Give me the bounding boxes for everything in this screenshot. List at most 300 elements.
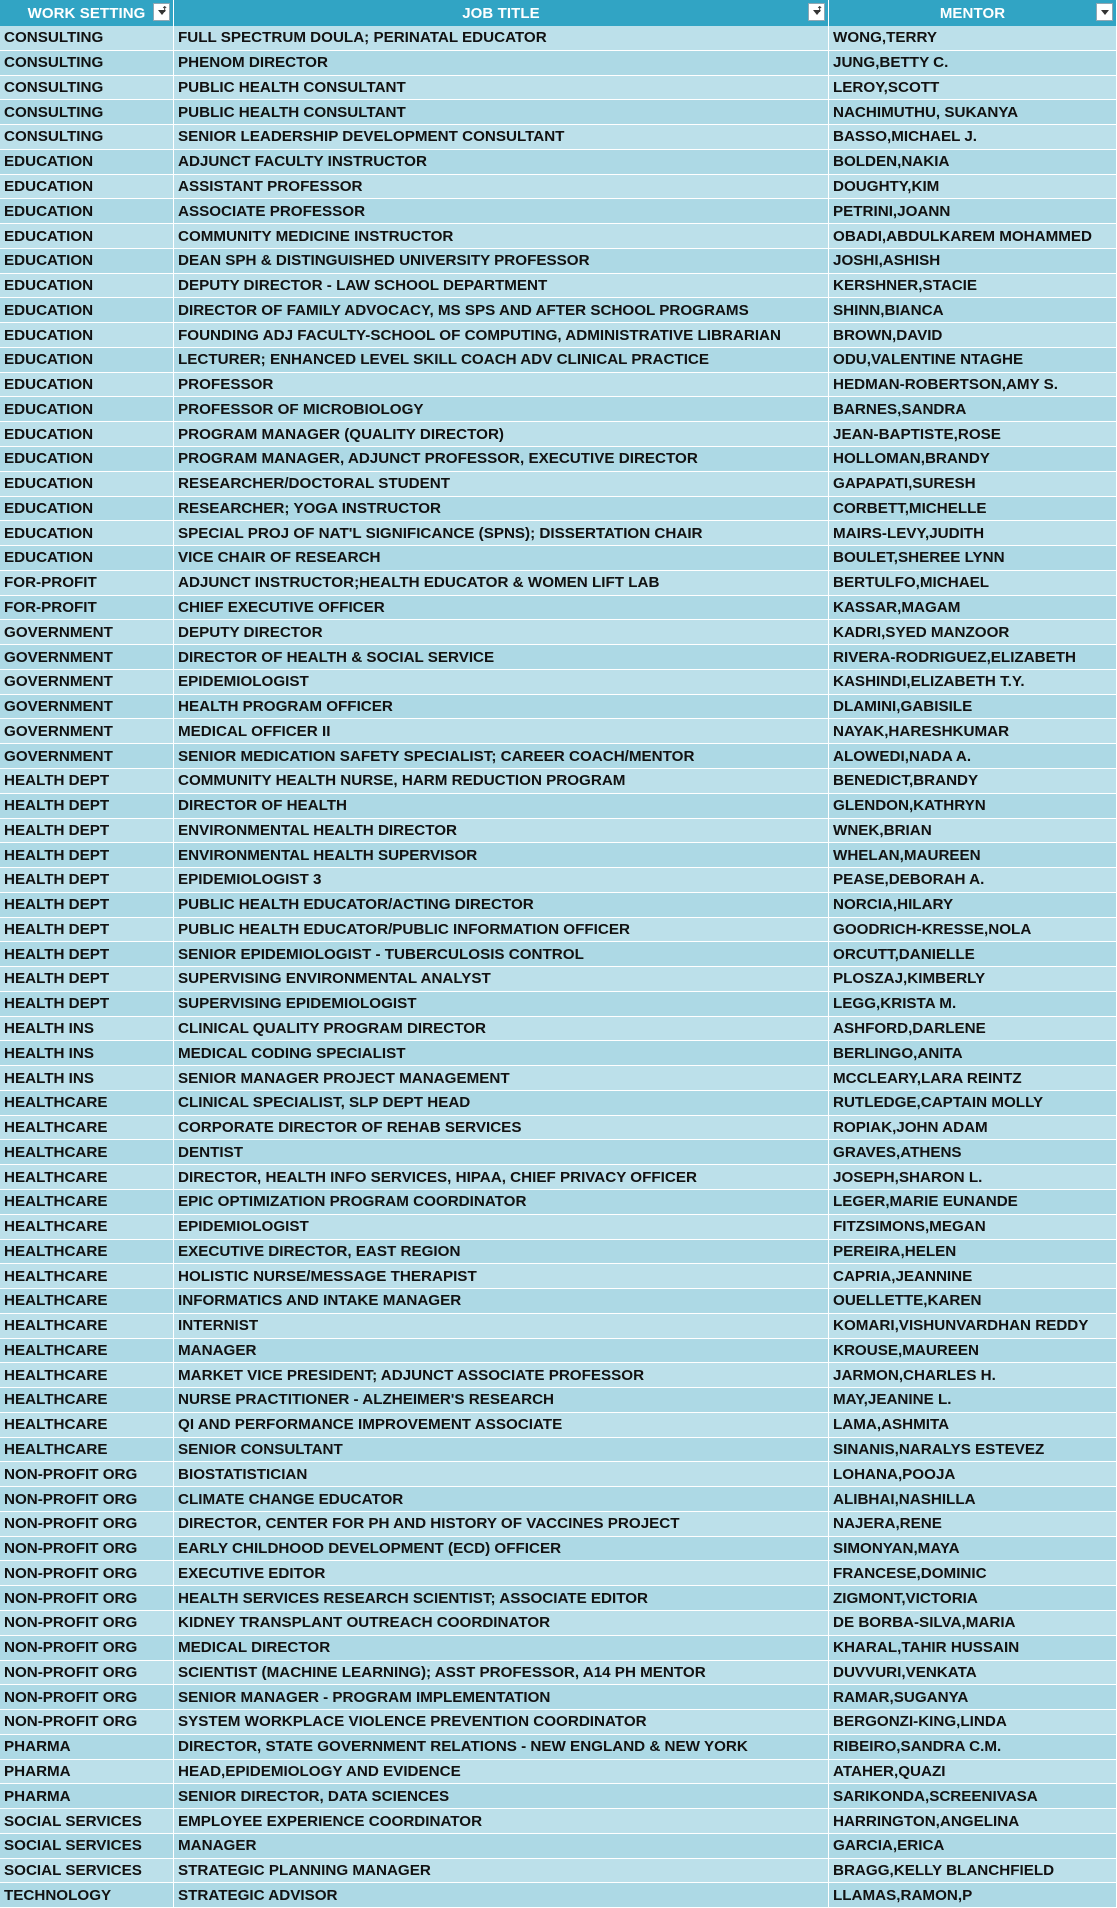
work-setting-cell[interactable]: CONSULTING <box>0 100 174 124</box>
mentor-cell[interactable]: OUELLETTE,KAREN <box>829 1289 1117 1313</box>
mentor-cell[interactable]: ASHFORD,DARLENE <box>829 1017 1117 1041</box>
job-title-cell[interactable]: RESEARCHER; YOGA INSTRUCTOR <box>174 497 829 521</box>
mentor-cell[interactable]: JOSEPH,SHARON L. <box>829 1165 1117 1189</box>
job-title-cell[interactable]: ADJUNCT INSTRUCTOR;HEALTH EDUCATOR & WOMEN LIFT LAB <box>174 571 829 595</box>
mentor-cell[interactable]: HARRINGTON,ANGELINA <box>829 1809 1117 1833</box>
mentor-cell[interactable]: KOMARI,VISHUNVARDHAN REDDY <box>829 1314 1117 1338</box>
job-title-cell[interactable]: PHENOM DIRECTOR <box>174 51 829 75</box>
mentor-cell[interactable]: KROUSE,MAUREEN <box>829 1339 1117 1363</box>
mentor-cell[interactable]: BOLDEN,NAKIA <box>829 150 1117 174</box>
work-setting-cell[interactable]: HEALTHCARE <box>0 1363 174 1387</box>
table-row[interactable] <box>0 1363 1117 1388</box>
mentor-cell[interactable]: CORBETT,MICHELLE <box>829 497 1117 521</box>
work-setting-cell[interactable]: GOVERNMENT <box>0 645 174 669</box>
work-setting-cell[interactable]: GOVERNMENT <box>0 719 174 743</box>
table-row[interactable] <box>0 298 1117 323</box>
table-row[interactable] <box>0 1537 1117 1562</box>
work-setting-cell[interactable]: PHARMA <box>0 1735 174 1759</box>
job-title-cell[interactable]: SENIOR MANAGER - PROGRAM IMPLEMENTATION <box>174 1685 829 1709</box>
mentor-cell[interactable]: KASSAR,MAGAM <box>829 596 1117 620</box>
table-row[interactable] <box>0 719 1117 744</box>
table-row[interactable] <box>0 175 1117 200</box>
work-setting-cell[interactable]: HEALTHCARE <box>0 1165 174 1189</box>
table-row[interactable] <box>0 967 1117 992</box>
job-title-cell[interactable]: LECTURER; ENHANCED LEVEL SKILL COACH ADV CLINICAL PRACTICE <box>174 348 829 372</box>
table-row[interactable] <box>0 1438 1117 1463</box>
work-setting-cell[interactable]: NON-PROFIT ORG <box>0 1462 174 1486</box>
work-setting-cell[interactable]: EDUCATION <box>0 397 174 421</box>
mentor-cell[interactable]: BOULET,SHEREE LYNN <box>829 546 1117 570</box>
job-title-cell[interactable]: SUPERVISING EPIDEMIOLOGIST <box>174 992 829 1016</box>
job-title-cell[interactable]: DENTIST <box>174 1140 829 1164</box>
mentor-cell[interactable]: GAPAPATI,SURESH <box>829 472 1117 496</box>
table-row[interactable] <box>0 1066 1117 1091</box>
table-row[interactable] <box>0 1190 1117 1215</box>
work-setting-cell[interactable]: EDUCATION <box>0 373 174 397</box>
table-row[interactable] <box>0 1561 1117 1586</box>
work-setting-cell[interactable]: TECHNOLOGY <box>0 1883 174 1907</box>
mentor-cell[interactable]: FRANCESE,DOMINIC <box>829 1561 1117 1585</box>
job-title-cell[interactable]: SCIENTIST (MACHINE LEARNING); ASST PROFESSOR, A14 PH MENTOR <box>174 1661 829 1685</box>
work-setting-cell[interactable]: EDUCATION <box>0 447 174 471</box>
table-row[interactable] <box>0 1586 1117 1611</box>
work-setting-cell[interactable]: EDUCATION <box>0 249 174 273</box>
work-setting-cell[interactable]: NON-PROFIT ORG <box>0 1586 174 1610</box>
work-setting-cell[interactable]: SOCIAL SERVICES <box>0 1834 174 1858</box>
job-title-cell[interactable]: MEDICAL CODING SPECIALIST <box>174 1041 829 1065</box>
work-setting-cell[interactable]: HEALTHCARE <box>0 1314 174 1338</box>
work-setting-cell[interactable]: NON-PROFIT ORG <box>0 1537 174 1561</box>
job-title-cell[interactable]: HEAD,EPIDEMIOLOGY AND EVIDENCE <box>174 1760 829 1784</box>
mentor-cell[interactable]: KADRI,SYED MANZOOR <box>829 620 1117 644</box>
job-title-cell[interactable]: CLINICAL QUALITY PROGRAM DIRECTOR <box>174 1017 829 1041</box>
table-row[interactable] <box>0 447 1117 472</box>
work-setting-cell[interactable]: HEALTHCARE <box>0 1289 174 1313</box>
job-title-cell[interactable]: EPIDEMIOLOGIST <box>174 1215 829 1239</box>
work-setting-cell[interactable]: NON-PROFIT ORG <box>0 1487 174 1511</box>
job-title-cell[interactable]: SENIOR MEDICATION SAFETY SPECIALIST; CAREER COACH/MENTOR <box>174 744 829 768</box>
table-row[interactable] <box>0 1859 1117 1884</box>
mentor-cell[interactable]: JEAN-BAPTISTE,ROSE <box>829 422 1117 446</box>
mentor-cell[interactable]: ATAHER,QUAZI <box>829 1760 1117 1784</box>
mentor-cell[interactable]: ALOWEDI,NADA A. <box>829 744 1117 768</box>
mentor-cell[interactable]: SIMONYAN,MAYA <box>829 1537 1117 1561</box>
job-title-cell[interactable]: EPIC OPTIMIZATION PROGRAM COORDINATOR <box>174 1190 829 1214</box>
job-title-cell[interactable]: DIRECTOR, CENTER FOR PH AND HISTORY OF VACCINES PROJECT <box>174 1512 829 1536</box>
table-row[interactable] <box>0 1487 1117 1512</box>
mentor-cell[interactable]: HEDMAN-ROBERTSON,AMY S. <box>829 373 1117 397</box>
job-title-cell[interactable]: SENIOR MANAGER PROJECT MANAGEMENT <box>174 1066 829 1090</box>
work-setting-cell[interactable]: NON-PROFIT ORG <box>0 1512 174 1536</box>
work-setting-cell[interactable]: HEALTH INS <box>0 1066 174 1090</box>
table-row[interactable] <box>0 1264 1117 1289</box>
job-title-cell[interactable]: STRATEGIC ADVISOR <box>174 1883 829 1907</box>
mentor-cell[interactable]: WNEK,BRIAN <box>829 819 1117 843</box>
work-setting-cell[interactable]: HEALTHCARE <box>0 1140 174 1164</box>
job-title-cell[interactable]: EXECUTIVE EDITOR <box>174 1561 829 1585</box>
mentor-cell[interactable]: WONG,TERRY <box>829 26 1117 50</box>
job-title-cell[interactable]: COMMUNITY HEALTH NURSE, HARM REDUCTION PROGRAM <box>174 769 829 793</box>
mentor-cell[interactable]: GOODRICH-KRESSE,NOLA <box>829 918 1117 942</box>
job-title-cell[interactable]: PROFESSOR OF MICROBIOLOGY <box>174 397 829 421</box>
table-row[interactable] <box>0 769 1117 794</box>
mentor-cell[interactable]: GRAVES,ATHENS <box>829 1140 1117 1164</box>
mentor-cell[interactable]: DUVVURI,VENKATA <box>829 1661 1117 1685</box>
mentor-cell[interactable]: JOSHI,ASHISH <box>829 249 1117 273</box>
mentor-cell[interactable]: WHELAN,MAUREEN <box>829 843 1117 867</box>
work-setting-cell[interactable]: HEALTHCARE <box>0 1240 174 1264</box>
filter-dropdown-icon[interactable] <box>1096 3 1113 21</box>
column-header-work-setting[interactable] <box>0 0 174 26</box>
work-setting-cell[interactable]: HEALTHCARE <box>0 1190 174 1214</box>
job-title-cell[interactable]: COMMUNITY MEDICINE INSTRUCTOR <box>174 224 829 248</box>
mentor-cell[interactable]: MAIRS-LEVY,JUDITH <box>829 521 1117 545</box>
mentor-cell[interactable]: SHINN,BIANCA <box>829 298 1117 322</box>
table-row[interactable] <box>0 942 1117 967</box>
mentor-cell[interactable]: BENEDICT,BRANDY <box>829 769 1117 793</box>
job-title-cell[interactable]: ADJUNCT FACULTY INSTRUCTOR <box>174 150 829 174</box>
work-setting-cell[interactable]: CONSULTING <box>0 26 174 50</box>
mentor-cell[interactable]: DE BORBA-SILVA,MARIA <box>829 1611 1117 1635</box>
job-title-cell[interactable]: NURSE PRACTITIONER - ALZHEIMER'S RESEARCH <box>174 1388 829 1412</box>
table-row[interactable] <box>0 1784 1117 1809</box>
work-setting-cell[interactable]: EDUCATION <box>0 199 174 223</box>
mentor-cell[interactable]: BERTULFO,MICHAEL <box>829 571 1117 595</box>
job-title-cell[interactable]: FOUNDING ADJ FACULTY-SCHOOL OF COMPUTING, ADMINISTRATIVE LIBRARIAN <box>174 323 829 347</box>
work-setting-cell[interactable]: NON-PROFIT ORG <box>0 1685 174 1709</box>
table-row[interactable] <box>0 620 1117 645</box>
table-row[interactable] <box>0 1760 1117 1785</box>
mentor-cell[interactable]: RIVERA-RODRIGUEZ,ELIZABETH <box>829 645 1117 669</box>
mentor-cell[interactable]: JUNG,BETTY C. <box>829 51 1117 75</box>
job-title-cell[interactable]: ENVIRONMENTAL HEALTH DIRECTOR <box>174 819 829 843</box>
table-row[interactable] <box>0 1314 1117 1339</box>
job-title-cell[interactable]: DIRECTOR OF HEALTH & SOCIAL SERVICE <box>174 645 829 669</box>
mentor-cell[interactable]: SARIKONDA,SCREENIVASA <box>829 1784 1117 1808</box>
work-setting-cell[interactable]: NON-PROFIT ORG <box>0 1561 174 1585</box>
work-setting-cell[interactable]: EDUCATION <box>0 422 174 446</box>
mentor-cell[interactable]: NORCIA,HILARY <box>829 893 1117 917</box>
table-row[interactable] <box>0 373 1117 398</box>
job-title-cell[interactable]: SENIOR DIRECTOR, DATA SCIENCES <box>174 1784 829 1808</box>
table-row[interactable] <box>0 1041 1117 1066</box>
table-row[interactable] <box>0 1017 1117 1042</box>
job-title-cell[interactable]: KIDNEY TRANSPLANT OUTREACH COORDINATOR <box>174 1611 829 1635</box>
work-setting-cell[interactable]: HEALTH INS <box>0 1017 174 1041</box>
job-title-cell[interactable]: VICE CHAIR OF RESEARCH <box>174 546 829 570</box>
work-setting-cell[interactable]: PHARMA <box>0 1760 174 1784</box>
table-row[interactable] <box>0 422 1117 447</box>
mentor-cell[interactable]: KERSHNER,STACIE <box>829 274 1117 298</box>
table-row[interactable] <box>0 596 1117 621</box>
table-row[interactable] <box>0 1215 1117 1240</box>
table-row[interactable] <box>0 1289 1117 1314</box>
job-title-cell[interactable]: HEALTH SERVICES RESEARCH SCIENTIST; ASSOCIATE EDITOR <box>174 1586 829 1610</box>
table-row[interactable] <box>0 918 1117 943</box>
work-setting-cell[interactable]: HEALTHCARE <box>0 1091 174 1115</box>
table-row[interactable] <box>0 472 1117 497</box>
mentor-cell[interactable]: HOLLOMAN,BRANDY <box>829 447 1117 471</box>
mentor-cell[interactable]: BROWN,DAVID <box>829 323 1117 347</box>
job-title-cell[interactable]: SENIOR EPIDEMIOLOGIST - TUBERCULOSIS CONTROL <box>174 942 829 966</box>
mentor-cell[interactable]: BASSO,MICHAEL J. <box>829 125 1117 149</box>
table-row[interactable] <box>0 1710 1117 1735</box>
work-setting-cell[interactable]: GOVERNMENT <box>0 670 174 694</box>
work-setting-cell[interactable]: HEALTH DEPT <box>0 819 174 843</box>
table-row[interactable] <box>0 1462 1117 1487</box>
work-setting-cell[interactable]: HEALTHCARE <box>0 1264 174 1288</box>
mentor-cell[interactable]: PEREIRA,HELEN <box>829 1240 1117 1264</box>
table-row[interactable] <box>0 670 1117 695</box>
work-setting-cell[interactable]: GOVERNMENT <box>0 744 174 768</box>
table-row[interactable] <box>0 497 1117 522</box>
column-header-mentor[interactable] <box>829 0 1117 26</box>
table-row[interactable] <box>0 695 1117 720</box>
table-row[interactable] <box>0 348 1117 373</box>
mentor-cell[interactable]: ALIBHAI,NASHILLA <box>829 1487 1117 1511</box>
mentor-cell[interactable]: ZIGMONT,VICTORIA <box>829 1586 1117 1610</box>
mentor-cell[interactable]: BRAGG,KELLY BLANCHFIELD <box>829 1859 1117 1883</box>
job-title-cell[interactable]: ENVIRONMENTAL HEALTH SUPERVISOR <box>174 843 829 867</box>
job-title-cell[interactable]: EPIDEMIOLOGIST 3 <box>174 868 829 892</box>
work-setting-cell[interactable]: EDUCATION <box>0 150 174 174</box>
mentor-cell[interactable]: MAY,JEANINE L. <box>829 1388 1117 1412</box>
job-title-cell[interactable]: HEALTH PROGRAM OFFICER <box>174 695 829 719</box>
mentor-cell[interactable]: NAJERA,RENE <box>829 1512 1117 1536</box>
mentor-cell[interactable]: CAPRIA,JEANNINE <box>829 1264 1117 1288</box>
table-row[interactable] <box>0 76 1117 101</box>
table-row[interactable] <box>0 794 1117 819</box>
filter-dropdown-icon[interactable] <box>808 3 825 21</box>
job-title-cell[interactable]: MEDICAL OFFICER II <box>174 719 829 743</box>
work-setting-cell[interactable]: HEALTH DEPT <box>0 893 174 917</box>
job-title-cell[interactable]: ASSISTANT PROFESSOR <box>174 175 829 199</box>
work-setting-cell[interactable]: HEALTH DEPT <box>0 843 174 867</box>
table-row[interactable] <box>0 1661 1117 1686</box>
mentor-cell[interactable]: GLENDON,KATHRYN <box>829 794 1117 818</box>
work-setting-cell[interactable]: HEALTHCARE <box>0 1438 174 1462</box>
work-setting-cell[interactable]: GOVERNMENT <box>0 620 174 644</box>
mentor-cell[interactable]: LOHANA,POOJA <box>829 1462 1117 1486</box>
job-title-cell[interactable]: QI AND PERFORMANCE IMPROVEMENT ASSOCIATE <box>174 1413 829 1437</box>
work-setting-cell[interactable]: NON-PROFIT ORG <box>0 1710 174 1734</box>
table-row[interactable] <box>0 1413 1117 1438</box>
job-title-cell[interactable]: MANAGER <box>174 1834 829 1858</box>
table-row[interactable] <box>0 1611 1117 1636</box>
work-setting-cell[interactable]: EDUCATION <box>0 274 174 298</box>
job-title-cell[interactable]: RESEARCHER/DOCTORAL STUDENT <box>174 472 829 496</box>
table-row[interactable] <box>0 150 1117 175</box>
work-setting-cell[interactable]: NON-PROFIT ORG <box>0 1611 174 1635</box>
mentor-cell[interactable]: ROPIAK,JOHN ADAM <box>829 1116 1117 1140</box>
job-title-cell[interactable]: SENIOR CONSULTANT <box>174 1438 829 1462</box>
mentor-cell[interactable]: SINANIS,NARALYS ESTEVEZ <box>829 1438 1117 1462</box>
table-row[interactable] <box>0 51 1117 76</box>
table-row[interactable] <box>0 1636 1117 1661</box>
job-title-cell[interactable]: PUBLIC HEALTH EDUCATOR/PUBLIC INFORMATION OFFICER <box>174 918 829 942</box>
job-title-cell[interactable]: PROGRAM MANAGER, ADJUNCT PROFESSOR, EXECUTIVE DIRECTOR <box>174 447 829 471</box>
mentor-cell[interactable]: RAMAR,SUGANYA <box>829 1685 1117 1709</box>
table-row[interactable] <box>0 521 1117 546</box>
mentor-cell[interactable]: ODU,VALENTINE NTAGHE <box>829 348 1117 372</box>
job-title-cell[interactable]: CHIEF EXECUTIVE OFFICER <box>174 596 829 620</box>
work-setting-cell[interactable]: HEALTH DEPT <box>0 918 174 942</box>
work-setting-cell[interactable]: FOR-PROFIT <box>0 596 174 620</box>
job-title-cell[interactable]: DEAN SPH & DISTINGUISHED UNIVERSITY PROFESSOR <box>174 249 829 273</box>
table-row[interactable] <box>0 224 1117 249</box>
table-row[interactable] <box>0 125 1117 150</box>
job-title-cell[interactable]: ASSOCIATE PROFESSOR <box>174 199 829 223</box>
mentor-cell[interactable]: PETRINI,JOANN <box>829 199 1117 223</box>
table-row[interactable] <box>0 249 1117 274</box>
table-row[interactable] <box>0 843 1117 868</box>
job-title-cell[interactable]: MARKET VICE PRESIDENT; ADJUNCT ASSOCIATE PROFESSOR <box>174 1363 829 1387</box>
work-setting-cell[interactable]: EDUCATION <box>0 472 174 496</box>
job-title-cell[interactable]: DIRECTOR OF HEALTH <box>174 794 829 818</box>
job-title-cell[interactable]: PUBLIC HEALTH CONSULTANT <box>174 100 829 124</box>
job-title-cell[interactable]: FULL SPECTRUM DOULA; PERINATAL EDUCATOR <box>174 26 829 50</box>
work-setting-cell[interactable]: EDUCATION <box>0 546 174 570</box>
work-setting-cell[interactable]: HEALTHCARE <box>0 1388 174 1412</box>
table-row[interactable] <box>0 1735 1117 1760</box>
table-row[interactable] <box>0 1512 1117 1537</box>
mentor-cell[interactable]: NAYAK,HARESHKUMAR <box>829 719 1117 743</box>
table-row[interactable] <box>0 819 1117 844</box>
job-title-cell[interactable]: EPIDEMIOLOGIST <box>174 670 829 694</box>
work-setting-cell[interactable]: PHARMA <box>0 1784 174 1808</box>
mentor-cell[interactable]: FITZSIMONS,MEGAN <box>829 1215 1117 1239</box>
mentor-cell[interactable]: DLAMINI,GABISILE <box>829 695 1117 719</box>
job-title-cell[interactable]: SUPERVISING ENVIRONMENTAL ANALYST <box>174 967 829 991</box>
work-setting-cell[interactable]: HEALTHCARE <box>0 1116 174 1140</box>
job-title-cell[interactable]: PUBLIC HEALTH EDUCATOR/ACTING DIRECTOR <box>174 893 829 917</box>
filter-dropdown-icon[interactable] <box>153 3 170 21</box>
work-setting-cell[interactable]: EDUCATION <box>0 521 174 545</box>
mentor-cell[interactable]: PEASE,DEBORAH A. <box>829 868 1117 892</box>
mentor-cell[interactable]: KASHINDI,ELIZABETH T.Y. <box>829 670 1117 694</box>
column-header-job-title[interactable] <box>174 0 829 26</box>
work-setting-cell[interactable]: SOCIAL SERVICES <box>0 1809 174 1833</box>
table-row[interactable] <box>0 100 1117 125</box>
table-row[interactable] <box>0 893 1117 918</box>
mentor-cell[interactable]: LLAMAS,RAMON,P <box>829 1883 1117 1907</box>
work-setting-cell[interactable]: GOVERNMENT <box>0 695 174 719</box>
mentor-cell[interactable]: RIBEIRO,SANDRA C.M. <box>829 1735 1117 1759</box>
work-setting-cell[interactable]: CONSULTING <box>0 51 174 75</box>
work-setting-cell[interactable]: EDUCATION <box>0 175 174 199</box>
table-row[interactable] <box>0 1339 1117 1364</box>
mentor-cell[interactable]: LEGER,MARIE EUNANDE <box>829 1190 1117 1214</box>
table-row[interactable] <box>0 323 1117 348</box>
work-setting-cell[interactable]: CONSULTING <box>0 125 174 149</box>
work-setting-cell[interactable]: EDUCATION <box>0 348 174 372</box>
work-setting-cell[interactable]: HEALTH DEPT <box>0 794 174 818</box>
job-title-cell[interactable]: MEDICAL DIRECTOR <box>174 1636 829 1660</box>
job-title-cell[interactable]: MANAGER <box>174 1339 829 1363</box>
table-row[interactable] <box>0 744 1117 769</box>
table-row[interactable] <box>0 1809 1117 1834</box>
job-title-cell[interactable]: DIRECTOR OF FAMILY ADVOCACY, MS SPS AND AFTER SCHOOL PROGRAMS <box>174 298 829 322</box>
work-setting-cell[interactable]: CONSULTING <box>0 76 174 100</box>
mentor-cell[interactable]: JARMON,CHARLES H. <box>829 1363 1117 1387</box>
work-setting-cell[interactable]: HEALTH DEPT <box>0 868 174 892</box>
table-row[interactable] <box>0 199 1117 224</box>
job-title-cell[interactable]: HOLISTIC NURSE/MESSAGE THERAPIST <box>174 1264 829 1288</box>
mentor-cell[interactable]: BERLINGO,ANITA <box>829 1041 1117 1065</box>
table-row[interactable] <box>0 26 1117 51</box>
table-row[interactable] <box>0 645 1117 670</box>
work-setting-cell[interactable]: HEALTHCARE <box>0 1215 174 1239</box>
table-row[interactable] <box>0 1140 1117 1165</box>
table-row[interactable] <box>0 1834 1117 1859</box>
job-title-cell[interactable]: BIOSTATISTICIAN <box>174 1462 829 1486</box>
work-setting-cell[interactable]: FOR-PROFIT <box>0 571 174 595</box>
mentor-cell[interactable]: RUTLEDGE,CAPTAIN MOLLY <box>829 1091 1117 1115</box>
table-row[interactable] <box>0 571 1117 596</box>
work-setting-cell[interactable]: SOCIAL SERVICES <box>0 1859 174 1883</box>
mentor-cell[interactable]: PLOSZAJ,KIMBERLY <box>829 967 1117 991</box>
job-title-cell[interactable]: DIRECTOR, STATE GOVERNMENT RELATIONS - NEW ENGLAND & NEW YORK <box>174 1735 829 1759</box>
work-setting-cell[interactable]: EDUCATION <box>0 224 174 248</box>
mentor-cell[interactable]: MCCLEARY,LARA REINTZ <box>829 1066 1117 1090</box>
job-title-cell[interactable]: PROFESSOR <box>174 373 829 397</box>
mentor-cell[interactable]: ORCUTT,DANIELLE <box>829 942 1117 966</box>
mentor-cell[interactable]: BERGONZI-KING,LINDA <box>829 1710 1117 1734</box>
work-setting-cell[interactable]: EDUCATION <box>0 298 174 322</box>
work-setting-cell[interactable]: EDUCATION <box>0 323 174 347</box>
table-row[interactable] <box>0 1091 1117 1116</box>
job-title-cell[interactable]: DEPUTY DIRECTOR <box>174 620 829 644</box>
job-title-cell[interactable]: INFORMATICS AND INTAKE MANAGER <box>174 1289 829 1313</box>
mentor-cell[interactable]: LEROY,SCOTT <box>829 76 1117 100</box>
work-setting-cell[interactable]: NON-PROFIT ORG <box>0 1636 174 1660</box>
job-title-cell[interactable]: CORPORATE DIRECTOR OF REHAB SERVICES <box>174 1116 829 1140</box>
mentor-cell[interactable]: DOUGHTY,KIM <box>829 175 1117 199</box>
job-title-cell[interactable]: CLIMATE CHANGE EDUCATOR <box>174 1487 829 1511</box>
mentor-cell[interactable]: NACHIMUTHU, SUKANYA <box>829 100 1117 124</box>
mentor-cell[interactable]: KHARAL,TAHIR HUSSAIN <box>829 1636 1117 1660</box>
work-setting-cell[interactable]: HEALTH INS <box>0 1041 174 1065</box>
work-setting-cell[interactable]: HEALTH DEPT <box>0 992 174 1016</box>
table-row[interactable] <box>0 546 1117 571</box>
work-setting-cell[interactable]: NON-PROFIT ORG <box>0 1661 174 1685</box>
table-row[interactable] <box>0 274 1117 299</box>
work-setting-cell[interactable]: HEALTH DEPT <box>0 769 174 793</box>
mentor-cell[interactable]: LEGG,KRISTA M. <box>829 992 1117 1016</box>
mentor-cell[interactable]: GARCIA,ERICA <box>829 1834 1117 1858</box>
table-row[interactable] <box>0 1116 1117 1141</box>
table-row[interactable] <box>0 992 1117 1017</box>
job-title-cell[interactable]: INTERNIST <box>174 1314 829 1338</box>
job-title-cell[interactable]: DEPUTY DIRECTOR - LAW SCHOOL DEPARTMENT <box>174 274 829 298</box>
work-setting-cell[interactable]: HEALTH DEPT <box>0 942 174 966</box>
table-row[interactable] <box>0 868 1117 893</box>
table-row[interactable] <box>0 1240 1117 1265</box>
job-title-cell[interactable]: EARLY CHILDHOOD DEVELOPMENT (ECD) OFFICER <box>174 1537 829 1561</box>
job-title-cell[interactable]: EXECUTIVE DIRECTOR, EAST REGION <box>174 1240 829 1264</box>
job-title-cell[interactable]: CLINICAL SPECIALIST, SLP DEPT HEAD <box>174 1091 829 1115</box>
mentor-cell[interactable]: BARNES,SANDRA <box>829 397 1117 421</box>
job-title-cell[interactable]: EMPLOYEE EXPERIENCE COORDINATOR <box>174 1809 829 1833</box>
work-setting-cell[interactable]: HEALTHCARE <box>0 1413 174 1437</box>
table-row[interactable] <box>0 1165 1117 1190</box>
work-setting-cell[interactable]: EDUCATION <box>0 497 174 521</box>
table-row[interactable] <box>0 397 1117 422</box>
mentor-cell[interactable]: OBADI,ABDULKAREM MOHAMMED <box>829 224 1117 248</box>
job-title-cell[interactable]: STRATEGIC PLANNING MANAGER <box>174 1859 829 1883</box>
work-setting-cell[interactable]: HEALTH DEPT <box>0 967 174 991</box>
table-row[interactable] <box>0 1685 1117 1710</box>
